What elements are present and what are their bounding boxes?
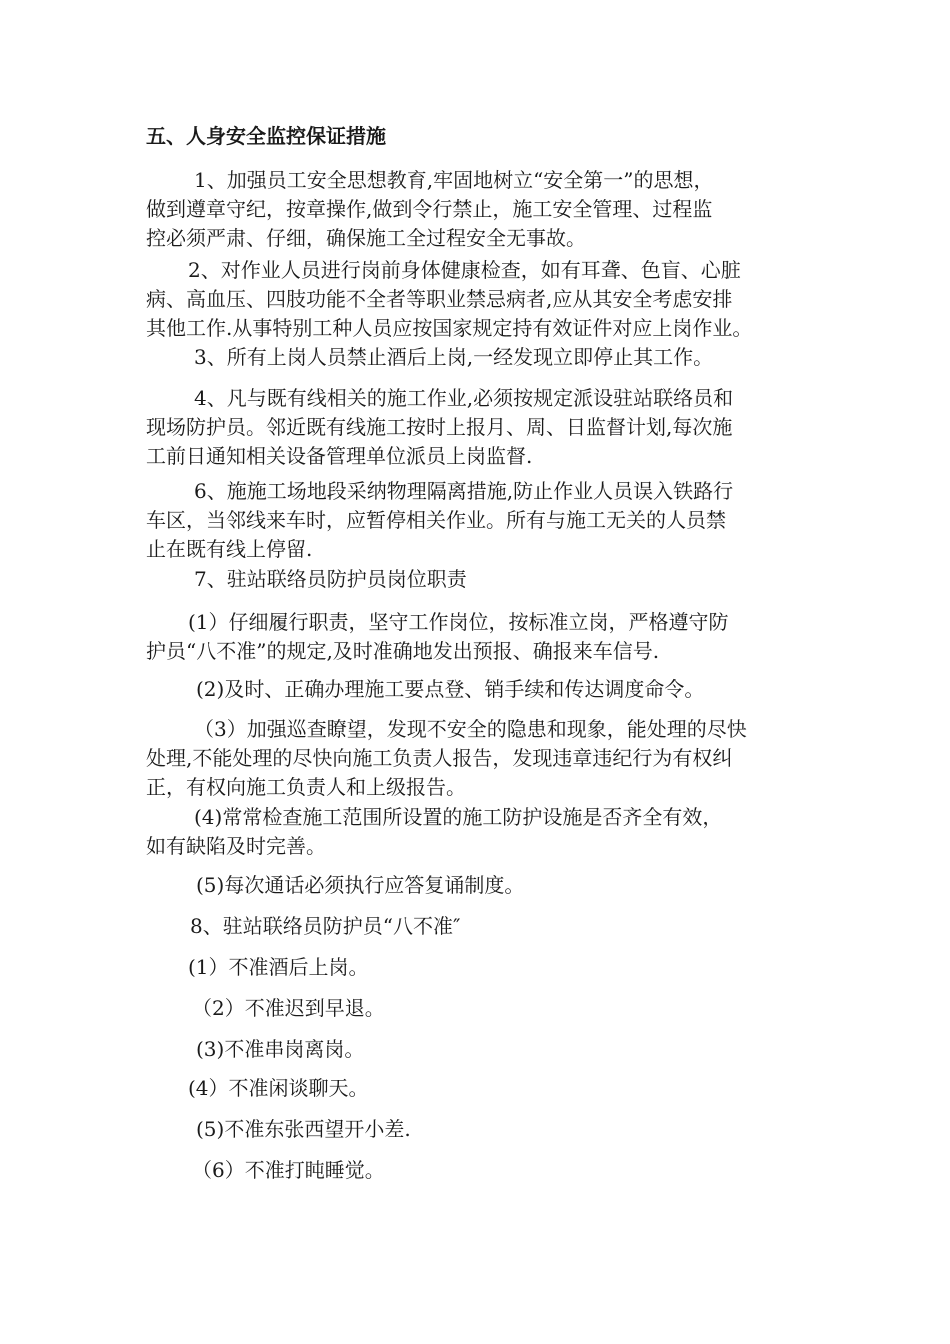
text-line: (3)不准串岗离岗。 [196, 1037, 365, 1061]
rule-item-4 [146, 1074, 826, 1103]
text-line: 如有缺陷及时完善。 [146, 834, 326, 858]
text-line: 工前日通知相关设备管理单位派员上岗监督. [146, 444, 533, 468]
text-line: (4)常常检查施工范围所设置的施工防护设施是否齐全有效， [194, 805, 723, 829]
text-line: (4）不准闲谈聊天。 [188, 1076, 369, 1100]
text-line: 控必须严肃、仔细，确保施工全过程安全无事故。 [146, 226, 586, 250]
rule-item-1 [146, 953, 826, 982]
duty-item-3 [146, 715, 826, 802]
paragraph-item-2 [146, 256, 826, 343]
text-line: 病、高血压、四肢功能不全者等职业禁忌病者,应从其安全考虑安排 [146, 287, 733, 311]
text-line: （6）不准打盹睡觉。 [192, 1158, 385, 1182]
text-line: 其他工作.从事特别工种人员应按国家规定持有效证件对应上岗作业。 [146, 316, 753, 340]
text-line: 做到遵章守纪，按章操作,做到令行禁止，施工安全管理、过程监 [146, 197, 713, 221]
text-line: 6、施施工场地段采纳物理隔离措施,防止作业人员误入铁路行 [194, 479, 734, 503]
paragraph-item-7 [146, 565, 826, 594]
text-line: (2)及时、正确办理施工要点登、销手续和传达调度命令。 [196, 677, 705, 701]
text-line: 现场防护员。邻近既有线施工按时上报月、周、日监督计划,每次施 [146, 415, 733, 439]
text-line: 正，有权向施工负责人和上级报告。 [146, 775, 466, 799]
text-line: 3、所有上岗人员禁止酒后上岗,一经发现立即停止其工作。 [194, 345, 714, 369]
text-line: (1）不准酒后上岗。 [188, 955, 369, 979]
text-line: 4、凡与既有线相关的施工作业,必须按规定派设驻站联络员和 [194, 386, 734, 410]
text-line: (1）仔细履行职责，坚守工作岗位，按标准立岗，严格遵守防 [188, 610, 729, 634]
text-line: 1、加强员工安全思想教育,牢固地树立“安全第一”的思想， [194, 168, 714, 192]
text-line: 车区，当邻线来车时，应暂停相关作业。所有与施工无关的人员禁 [146, 508, 726, 532]
duty-item-2 [146, 675, 826, 704]
text-line: (5)每次通话必须执行应答复诵制度。 [196, 873, 525, 897]
text-line: 护员“八不准”的规定,及时准确地发出预报、确报来车信号. [146, 639, 660, 663]
text-line: 2、对作业人员进行岗前身体健康检查，如有耳聋、色盲、心脏 [188, 258, 741, 282]
duty-item-5 [146, 871, 826, 900]
duty-item-1 [146, 608, 826, 666]
text-line: （2）不准迟到早退。 [192, 996, 385, 1020]
text-line: 止在既有线上停留. [146, 537, 313, 561]
paragraph-item-3 [146, 343, 826, 372]
paragraph-item-6 [146, 477, 826, 564]
text-line: (5)不准东张西望开小差. [196, 1117, 411, 1141]
rule-item-3 [146, 1035, 826, 1064]
paragraph-item-4 [146, 384, 826, 471]
rule-item-6 [146, 1156, 826, 1185]
text-line: 7、驻站联络员防护员岗位职责 [194, 567, 467, 591]
paragraph-item-8 [146, 912, 826, 941]
rule-item-5 [146, 1115, 826, 1144]
rule-item-2 [146, 994, 826, 1023]
section-heading: 五、人身安全监控保证措施 [146, 124, 386, 148]
text-line: 处理,不能处理的尽快向施工负责人报告，发现违章违纪行为有权纠 [146, 746, 733, 770]
text-line: 8、驻站联络员防护员“八不准″ [190, 914, 461, 938]
duty-item-4 [146, 803, 826, 861]
paragraph-item-1 [146, 166, 826, 253]
text-line: （3）加强巡查瞭望，发现不安全的隐患和现象，能处理的尽快 [194, 717, 747, 741]
